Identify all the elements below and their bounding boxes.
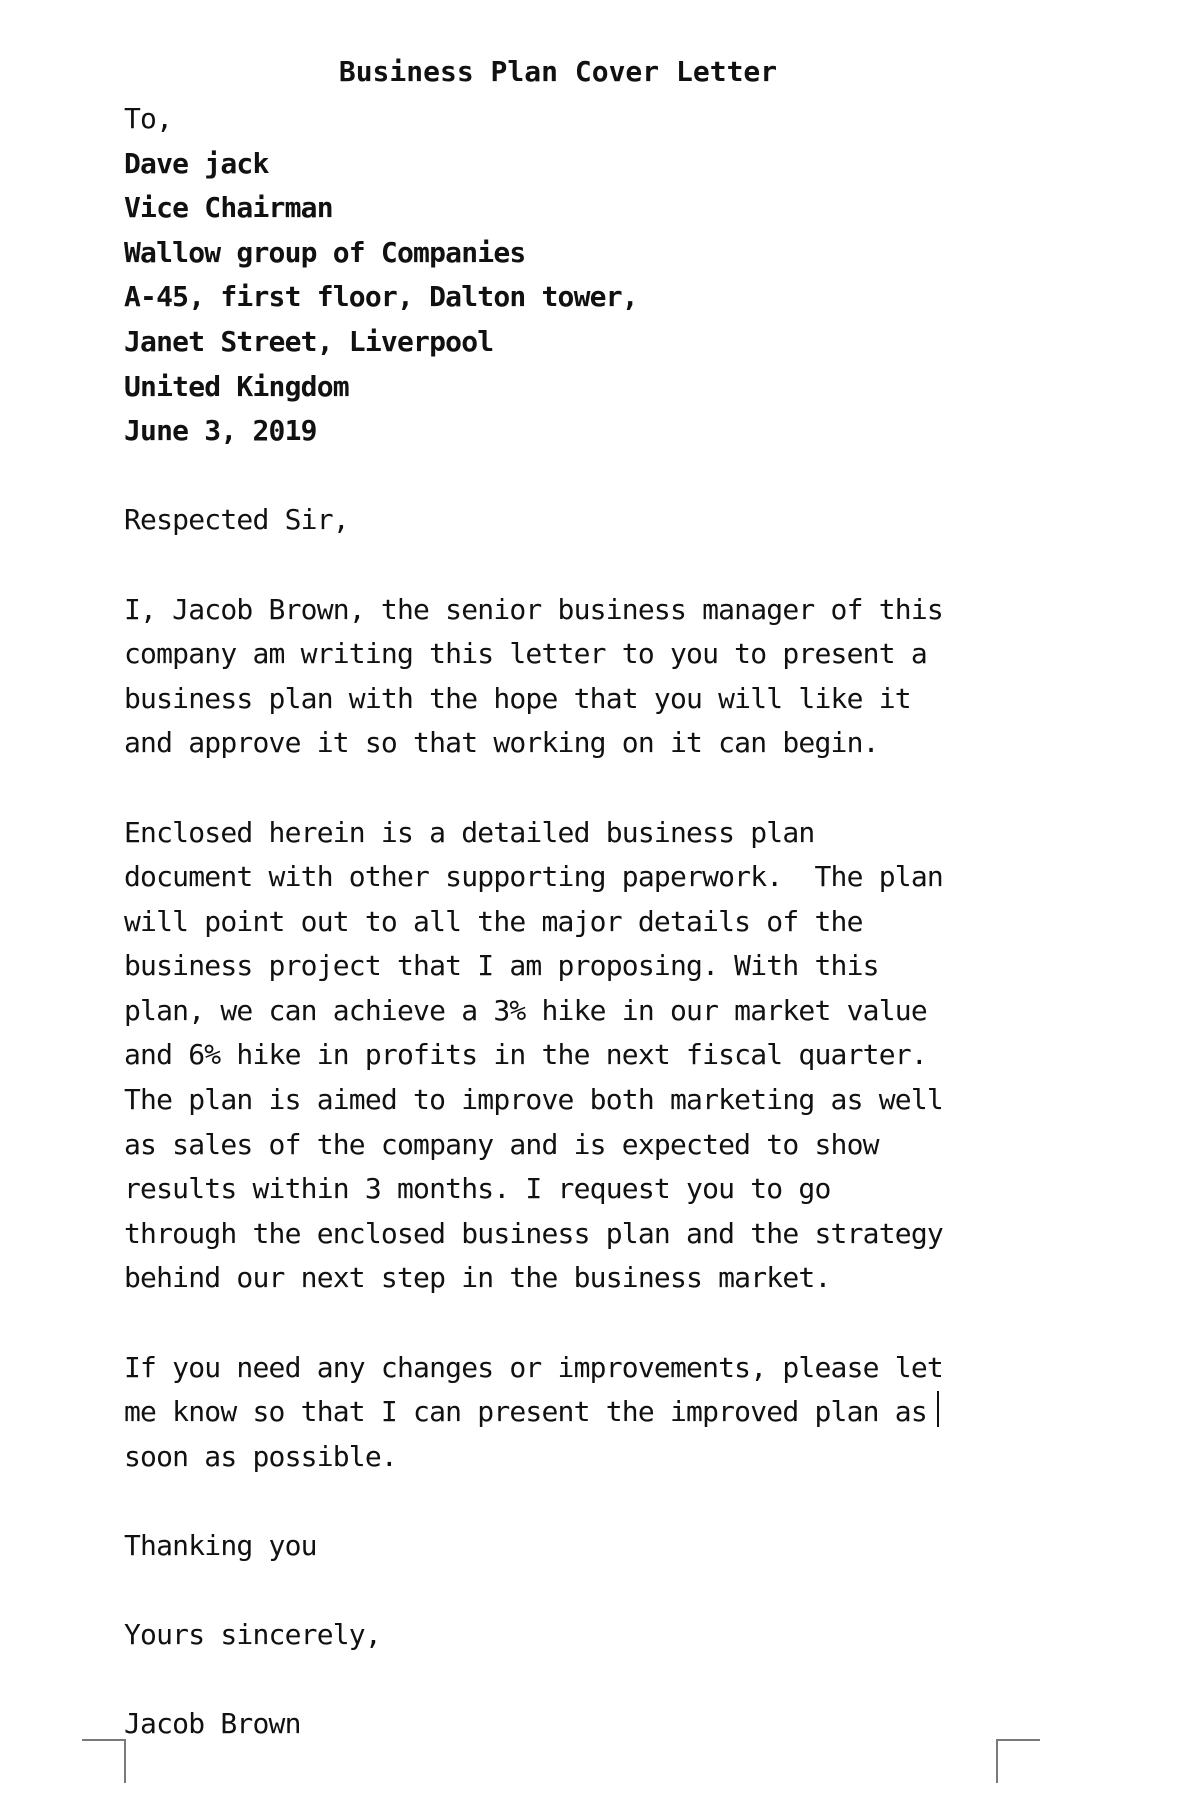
letter-body[interactable] xyxy=(124,97,1024,1747)
paragraph1-line: business plan with the hope that you will like it xyxy=(124,681,911,715)
blank-line xyxy=(124,766,1024,811)
recipient-position: Vice Chairman xyxy=(124,191,333,225)
page-corner-mark-left xyxy=(82,1739,126,1783)
paragraph2-line: behind our next step in the business market. xyxy=(124,1261,831,1295)
paragraph3-line-with-cursor xyxy=(124,1390,1024,1435)
paragraph2-line: and 6% hike in profits in the next fiscal quarter. xyxy=(124,1038,927,1072)
salutation: Respected Sir, xyxy=(124,503,349,537)
paragraph2-line: business project that I am proposing. With this xyxy=(124,949,879,983)
blank-line xyxy=(124,1658,1024,1703)
blank-line xyxy=(124,1301,1024,1346)
paragraph2-line: as sales of the company and is expected to show xyxy=(124,1127,879,1161)
paragraph2-line: The plan is aimed to improve both marketing as well xyxy=(124,1083,943,1117)
recipient-address-line1: A-45, first floor, Dalton tower, xyxy=(124,280,638,314)
paragraph2-line: document with other supporting paperwork. The plan xyxy=(124,860,943,894)
paragraph3-line: soon as possible. xyxy=(124,1439,397,1473)
closing-sincerely: Yours sincerely, xyxy=(124,1618,381,1652)
blank-line xyxy=(124,454,1024,499)
text-cursor xyxy=(937,1391,939,1427)
paragraph2-line: through the enclosed business plan and the strategy xyxy=(124,1216,943,1250)
recipient-company: Wallow group of Companies xyxy=(124,235,526,269)
recipient-address-line2: Janet Street, Liverpool xyxy=(124,324,494,358)
closing-thanks: Thanking you xyxy=(124,1529,317,1562)
paragraph1-line: I, Jacob Brown, the senior business manager of this xyxy=(124,592,943,626)
signature-name: Jacob Brown xyxy=(124,1707,301,1741)
blank-line xyxy=(124,1569,1024,1614)
letter-date: June 3, 2019 xyxy=(124,414,317,448)
page-corner-mark-right xyxy=(996,1739,1040,1783)
to-label: To, xyxy=(124,102,173,135)
recipient-name: Dave jack xyxy=(124,146,269,180)
document-title: Business Plan Cover Letter xyxy=(338,55,778,88)
blank-line xyxy=(124,543,1024,588)
paragraph3-line: If you need any changes or improvements, please let xyxy=(124,1350,943,1384)
paragraph1-line: company am writing this letter to you to present a xyxy=(124,637,927,671)
blank-line xyxy=(124,1479,1024,1524)
paragraph2-line: plan, we can achieve a 3% hike in our market value xyxy=(124,993,927,1027)
paragraph3-line-text: me know so that I can present the improved plan as xyxy=(124,1395,927,1429)
paragraph2-line: will point out to all the major details of the xyxy=(124,904,863,938)
recipient-country: United Kingdom xyxy=(124,369,349,403)
paragraph2-line: Enclosed herein is a detailed business plan xyxy=(124,815,815,849)
paragraph1-line: and approve it so that working on it can begin. xyxy=(124,726,879,760)
paragraph2-line: results within 3 months. I request you to go xyxy=(124,1172,831,1206)
